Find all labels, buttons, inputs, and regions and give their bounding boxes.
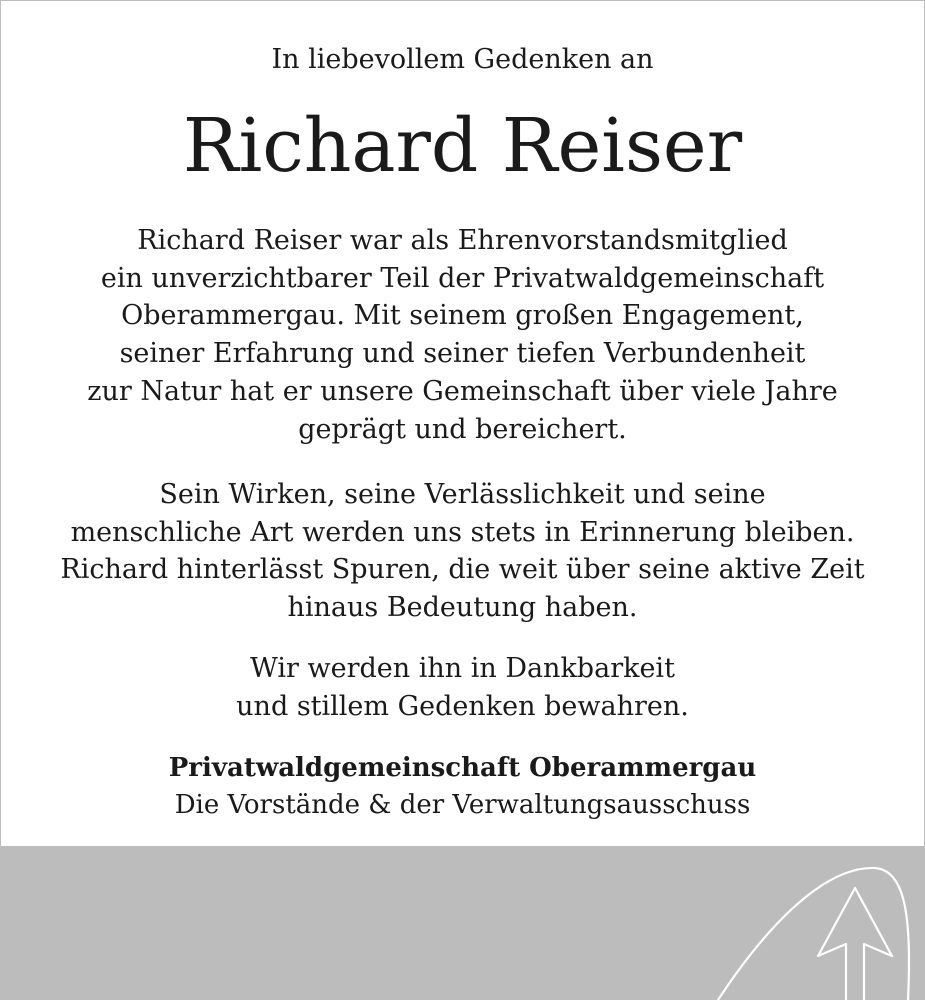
paragraph-line: zur Natur hat er unsere Gemeinschaft über viele Jahre (87, 375, 838, 407)
paragraph-line: Wir werden ihn in Dankbarkeit (250, 653, 675, 684)
signature-block (0, 750, 925, 824)
tribute-paragraph-1 (0, 222, 925, 448)
tribute-paragraph-2 (0, 476, 925, 627)
paragraph-line: Oberammergau. Mit seinem großen Engagement, (121, 300, 804, 332)
tree-arrow-logo-icon (700, 846, 925, 1000)
paragraph-line: und stillem Gedenken bewahren. (236, 690, 689, 722)
paragraph-line: Sein Wirken, seine Verlässlichkeit und seine (159, 479, 766, 510)
paragraph-line: Richard hinterlässt Spuren, die weit über seine aktive Zeit (60, 554, 865, 586)
paragraph-line: menschliche Art werden uns stets in Erinnerung bleiben. (70, 516, 855, 548)
organization-name: Privatwaldgemeinschaft Oberammergau (168, 753, 757, 783)
tribute-paragraph-3 (0, 650, 925, 725)
paragraph-line: hinaus Bedeutung haben. (287, 592, 638, 624)
paragraph-line: geprägt und bereichert. (298, 413, 627, 445)
paragraph-line: seiner Erfahrung und seiner tiefen Verbundenheit (119, 338, 806, 370)
intro-line: In liebevollem Gedenken an (271, 44, 654, 75)
paragraph-line: Richard Reiser war als Ehrenvorstandsmitglied (137, 225, 788, 256)
paragraph-line: ein unverzichtbarer Teil der Privatwaldgemeinschaft (100, 262, 825, 294)
deceased-name: Richard Reiser (182, 103, 743, 189)
signatories: Die Vorstände & der Verwaltungsausschuss (174, 790, 751, 820)
